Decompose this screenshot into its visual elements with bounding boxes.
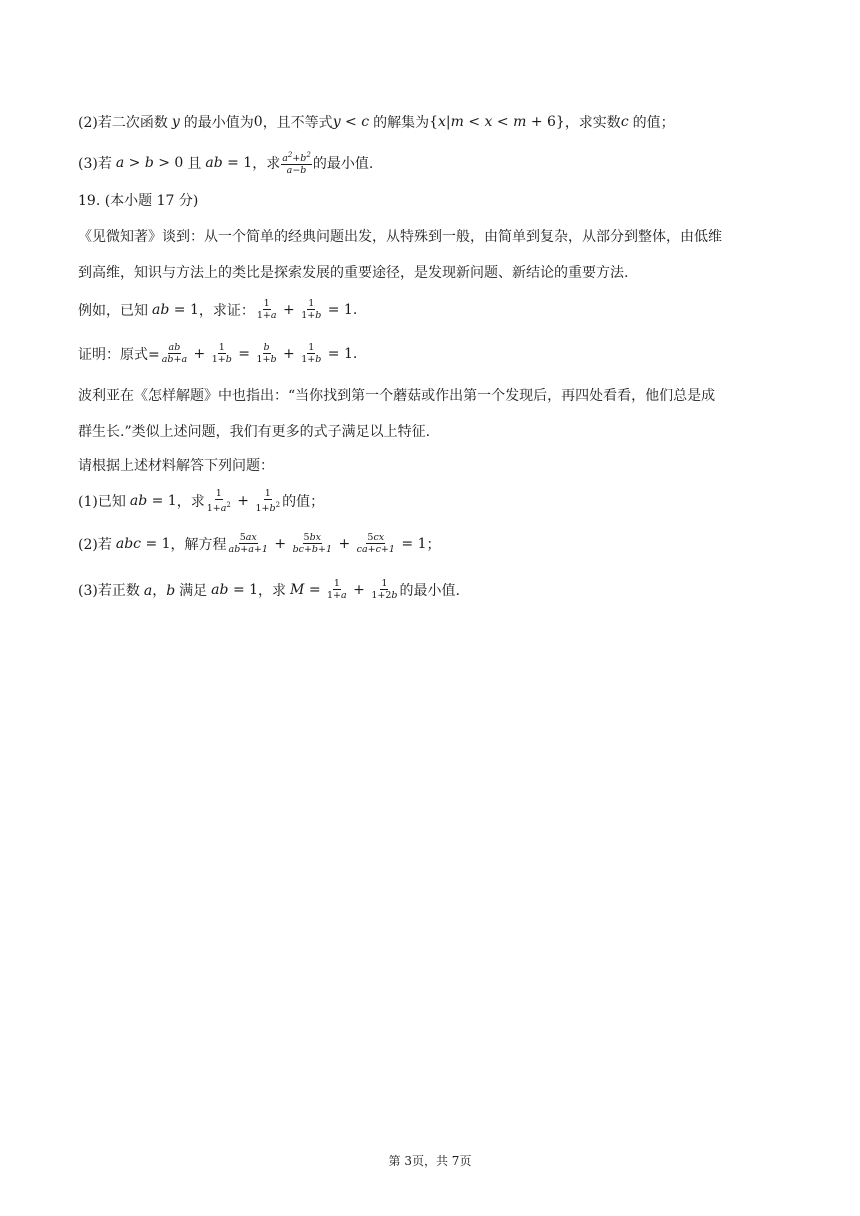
q19-polya-line2: 群生长.”类似上述问题，我们有更多的式子满足以上特征. [78, 424, 431, 440]
q19-intro-line2: 到高维，知识与方法上的类比是探索发展的重要途径，是发现新问题、新结论的重要方法. [78, 265, 629, 281]
q19-part1: (1)已知 ab = 1 ，求 $\frac{1}{1+a^2}$ + $\frac{1}{1+b^2}$ 的值； [78, 488, 325, 515]
math-y: y [171, 114, 180, 130]
q19-header: 19. (本小题 17 分) [78, 193, 199, 209]
math-ab-eq-1: ab = 1 [129, 493, 177, 510]
q18-part3-mid1: 且 [187, 156, 202, 173]
q19-p3-prefix: (3)若正数 [78, 582, 140, 599]
q19-instruction: 请根据上述材料解答下列问题： [78, 458, 274, 474]
q18-part3-suffix: 的最小值. [312, 156, 374, 173]
q18-part2 [78, 112, 675, 132]
fraction-5cx: $\frac{5cx}{ca+c+1}$ [356, 532, 395, 555]
q19-p3-mid1: 满足 [179, 582, 208, 599]
fraction-1-over-1-plus-a: $\frac{1}{1+a}$ [327, 578, 347, 601]
fraction-1-over-1-plus-b: $\frac{1}{1+b}$ [211, 342, 232, 365]
fraction-5ax: $\frac{5ax}{ab+a+1}$ [228, 532, 268, 555]
q19-p3-suffix: 的最小值. [399, 582, 460, 599]
math-ab-eq-1: ab = 1 [211, 581, 259, 598]
q19-proof-prefix: 证明：原式= [78, 346, 160, 363]
q19-part3: (3)若正数 a，b 满足 ab = 1 ，求 M = $\frac{1}{1+a}$ + $\frac{1}{1+2b}$ 的最小值. [78, 578, 460, 601]
fraction-ab-over-ab-plus-a: $\frac{ab}{ab+a}$ [161, 342, 188, 365]
q18-part2-mid3: 的解集为 [373, 115, 430, 131]
fraction-a2b2-over-a-minus-b: $\frac{a^2+b^2}{a-b}$ [282, 151, 311, 177]
q18-part2-mid1: 的最小值为 [183, 115, 254, 131]
fraction-1-over-1-plus-a2: $\frac{1}{1+a^2}$ [206, 488, 231, 515]
q18-part2-suffix: 的值； [632, 115, 675, 131]
math-set: {x|m < x < m + 6} [429, 114, 565, 130]
q19-intro-line1: 《见微知著》谈到：从一个简单的经典问题出发，从特殊到一般，由简单到复杂，从部分到整体，由低维 [78, 229, 722, 245]
fraction-1-over-1-plus-a: $\frac{1}{1+a}$ [256, 298, 277, 321]
fraction-1-over-1-plus-2b: $\frac{1}{1+2b}$ [371, 578, 398, 601]
q19-example-prefix: 例如，已知 [78, 302, 148, 319]
q19-p1-mid: ，求 [176, 494, 205, 511]
q18-part2-prefix: (2)若二次函数 [78, 115, 168, 131]
math-ineq: y < c [332, 114, 370, 130]
q19-p2-prefix: (2)若 [78, 536, 112, 553]
q18-part2-mid4: ，求实数 [564, 115, 621, 131]
math-ab-eq-1: ab = 1 [152, 301, 199, 318]
q18-part3-mid2: ，求 [252, 156, 281, 173]
q18-part3-prefix: (3)若 [78, 156, 112, 173]
fraction-1-over-1-plus-b-2: $\frac{1}{1+b}$ [301, 342, 322, 365]
q19-example: 例如，已知 ab = 1 ，求证： $\frac{1}{1+a}$ + $\frac{1}{1+b}$ = 1. [78, 298, 358, 321]
q19-p3-mid2: ，求 [258, 582, 287, 599]
fraction-1-over-1-plus-b2: $\frac{1}{1+b^2}$ [255, 488, 281, 515]
q19-part2: (2)若 abc = 1 ，解方程 $\frac{5ax}{ab+a+1}$ + $\frac{5bx}{bc+b+1}$ + $\frac{5cx}{ca+c+1}$ = 1 ； [78, 532, 441, 555]
math-ab-eq-1: ab = 1 [205, 155, 253, 172]
fraction-5bx: $\frac{5bx}{bc+b+1}$ [292, 532, 333, 555]
q18-part2-mid2: ，且不等式 [262, 115, 333, 131]
fraction-1-over-1-plus-b: $\frac{1}{1+b}$ [301, 298, 322, 321]
math-c: c [620, 114, 629, 130]
math-M-eq: M = [290, 581, 326, 598]
q19-polya-line1: 波利亚在《怎样解题》中也指出：“当你找到第一个蘑菇或作出第一个发现后，再四处看看，他们总是成 [78, 388, 716, 404]
page-footer: 第 3页，共 7页 [388, 1154, 472, 1168]
q19-p2-mid: ，解方程 [170, 536, 227, 553]
q19-proof: 证明：原式= $\frac{ab}{ab+a}$ + $\frac{1}{1+b}$ = $\frac{b}{1+b}$ + $\frac{1}{1+b}$ = 1. [78, 342, 358, 365]
q19-p2-suffix: ； [426, 536, 441, 553]
math-a-gt-b-gt-0: a > b > 0 [115, 155, 184, 172]
math-a-comma-b: a，b [143, 582, 176, 599]
q19-p1-suffix: 的值； [282, 494, 325, 511]
math-zero: 0 [253, 114, 263, 130]
q19-p1-prefix: (1)已知 [78, 494, 126, 511]
q19-example-mid: ，求证： [198, 302, 255, 319]
q18-part3 [78, 150, 373, 176]
fraction-b-over-1-plus-b: $\frac{b}{1+b}$ [256, 342, 277, 365]
math-abc-eq-1: abc = 1 [115, 535, 171, 552]
